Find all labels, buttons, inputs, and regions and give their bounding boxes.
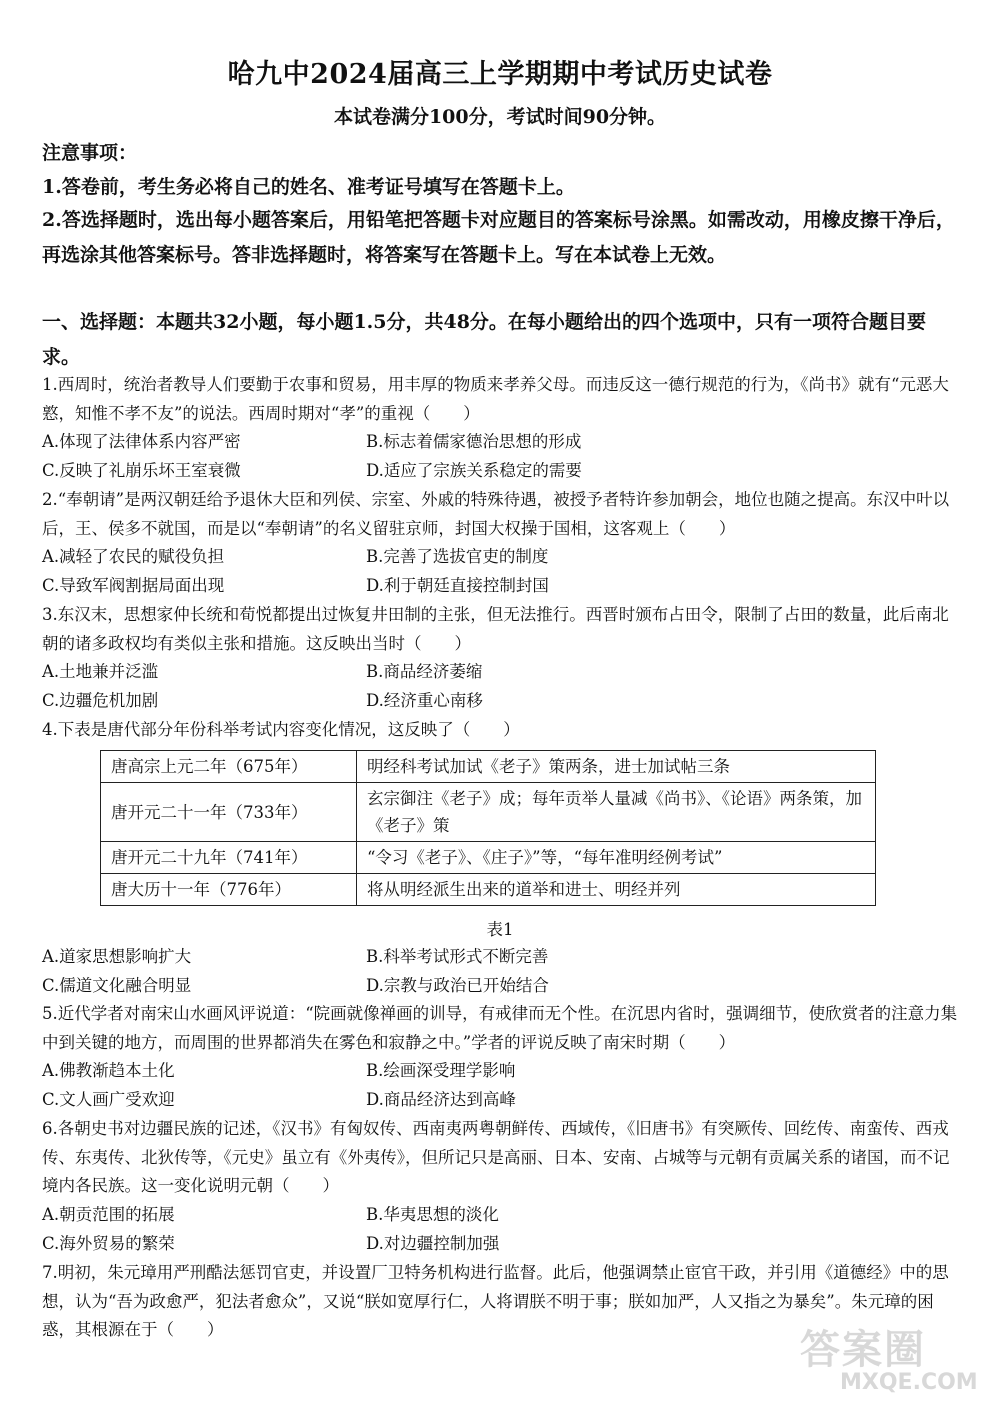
site-watermark: [800, 1318, 978, 1398]
question-stem: 4.下表是唐代部分年份科举考试内容变化情况，这反映了（ ）: [42, 720, 520, 739]
option-row: [42, 658, 962, 686]
option: B.标志着儒家德治思想的形成: [366, 432, 582, 451]
option: A.减轻了农民的赋役负担: [42, 547, 225, 566]
question-stem: 6.各朝史书对边疆民族的记述，《汉书》有匈奴传、西南夷两粤朝鲜传、西域传，《旧唐书》有突厥传、回纥传、南蛮传、西戎传、东夷传、北狄传等，《元史》虽立有《外夷传》，但所记只是高丽、日本、安南、占城等与元朝有贡属关系的诸国，而不记境内各民族。这一变化说明元朝（ ）: [42, 1119, 950, 1195]
option: A.道家思想影响扩大: [42, 947, 192, 966]
question-stem: 7.明初，朱元璋用严刑酷法惩罚官吏，并设置厂卫特务机构进行监督。此后，他强调禁止宦官干政，并引用《道德经》中的思想，认为“吾为政愈严，犯法者愈众”，又说“朕如宽厚行仁，人将谓朕不明于事；朕如加严，人又指之为暴矣”。朱元璋的困惑，其根源在于（ ）: [42, 1263, 949, 1339]
option: D.经济重心南移: [366, 691, 483, 710]
option-row: [42, 1086, 962, 1114]
option: D.宗教与政治已开始结合: [366, 976, 549, 995]
option: B.绘画深受理学影响: [366, 1061, 516, 1080]
option: A.佛教渐趋本土化: [42, 1061, 175, 1080]
option-row: [42, 543, 962, 571]
option: D.对边疆控制加强: [366, 1234, 500, 1253]
option: C.海外贸易的繁荣: [42, 1234, 175, 1253]
option-row: [42, 428, 962, 456]
table-cell: “令习《老子》、《庄子》”等，“每年准明经例考试”: [357, 842, 876, 874]
table-cell: 唐开元二十一年（733年）: [101, 783, 357, 842]
page-subtitle: 本试卷满分100分，考试时间90分钟。: [333, 106, 667, 128]
notice-item: 2.答选择题时，选出每小题答案后，用铅笔把答题卡对应题目的答案标号涂黑。如需改动，用橡皮擦干净后，再选涂其他答案标号。答非选择题时，将答案写在答题卡上。写在本试卷上无效。: [42, 209, 955, 266]
table-caption: 表1: [486, 920, 514, 939]
table-cell: 玄宗御注《老子》成；每年贡举人量减《尚书》、《论语》两条策，加《老子》策: [357, 783, 876, 842]
option: A.土地兼并泛滥: [42, 662, 159, 681]
watermark-url: MXQE.COM: [840, 1370, 978, 1395]
option-row: [42, 457, 962, 485]
option: D.适应了宗族关系稳定的需要: [366, 461, 582, 480]
option: C.儒道文化融合明显: [42, 976, 192, 995]
table-cell: 唐大历十一年（776年）: [101, 874, 357, 906]
option-row: [42, 1230, 962, 1258]
option: B.商品经济萎缩: [366, 662, 483, 681]
option: B.华夷思想的淡化: [366, 1205, 499, 1224]
table-cell: 唐开元二十九年（741年）: [101, 842, 357, 874]
table-row: [101, 751, 876, 783]
option-row: [42, 1057, 962, 1085]
option-row: [42, 687, 962, 715]
table-cell: 将从明经派生出来的道举和进士、明经并列: [357, 874, 876, 906]
option: C.反映了礼崩乐坏王室衰微: [42, 461, 241, 480]
question-stem: 1.西周时，统治者教导人们要勤于农事和贸易，用丰厚的物质来孝养父母。而违反这一德行规范的行为，《尚书》就有“元恶大憝，知惟不孝不友”的说法。西周时期对“孝”的重视（ ）: [42, 375, 949, 423]
option: C.导致军阀割据局面出现: [42, 576, 225, 595]
option: B.完善了选拔官吏的制度: [366, 547, 549, 566]
page-title: 哈九中2024届高三上学期期中考试历史试卷: [227, 59, 773, 90]
question-stem: 3.东汉末，思想家仲长统和荀悦都提出过恢复井田制的主张，但无法推行。西晋时颁布占田令，限制了占田的数量，此后南北朝的诸多政权均有类似主张和措施。这反映出当时（ ）: [42, 605, 949, 653]
option-row: [42, 572, 962, 600]
table-row: [101, 874, 876, 906]
table-row: [101, 783, 876, 842]
exam-table: [100, 750, 876, 906]
table-cell: 明经科考试加试《老子》策两条，进士加试帖三条: [357, 751, 876, 783]
option: B.科举考试形式不断完善: [366, 947, 549, 966]
notice-heading: 注意事项：: [42, 142, 138, 164]
watermark-logo-text: 答案圈: [800, 1327, 926, 1373]
option-row: [42, 1201, 962, 1229]
question-stem: 5.近代学者对南宋山水画风评说道：“院画就像禅画的训导，有戒律而无个性。在沉思内省时，强调细节，使欣赏者的注意力集中到关键的地方，而周围的世界都消失在雾色和寂静之中。”学者的评说反映了南宋时期（ ）: [42, 1004, 958, 1052]
option-row: [42, 972, 962, 1000]
option: A.朝贡范围的拓展: [42, 1205, 175, 1224]
option: C.边疆危机加剧: [42, 691, 159, 710]
table-cell: 唐高宗上元二年（675年）: [101, 751, 357, 783]
table-row: [101, 842, 876, 874]
option: C.文人画广受欢迎: [42, 1090, 175, 1109]
option: D.利于朝廷直接控制封国: [366, 576, 549, 595]
question-stem: 2.“奉朝请”是两汉朝廷给予退休大臣和列侯、宗室、外戚的特殊待遇，被授予者特许参加朝会，地位也随之提高。东汉中叶以后，王、侯多不就国，而是以“奉朝请”的名义留驻京师，封国大权操于国相，这客观上（ ）: [42, 490, 950, 538]
section-heading: 一、选择题：本题共32小题，每小题1.5分，共48分。在每小题给出的四个选项中，只有一项符合题目要求。: [42, 311, 926, 368]
option: A.体现了法律体系内容严密: [42, 432, 241, 451]
notice-item: 1.答卷前，考生务必将自己的姓名、准考证号填写在答题卡上。: [42, 176, 575, 198]
option: D.商品经济达到高峰: [366, 1090, 516, 1109]
option-row: [42, 943, 962, 971]
